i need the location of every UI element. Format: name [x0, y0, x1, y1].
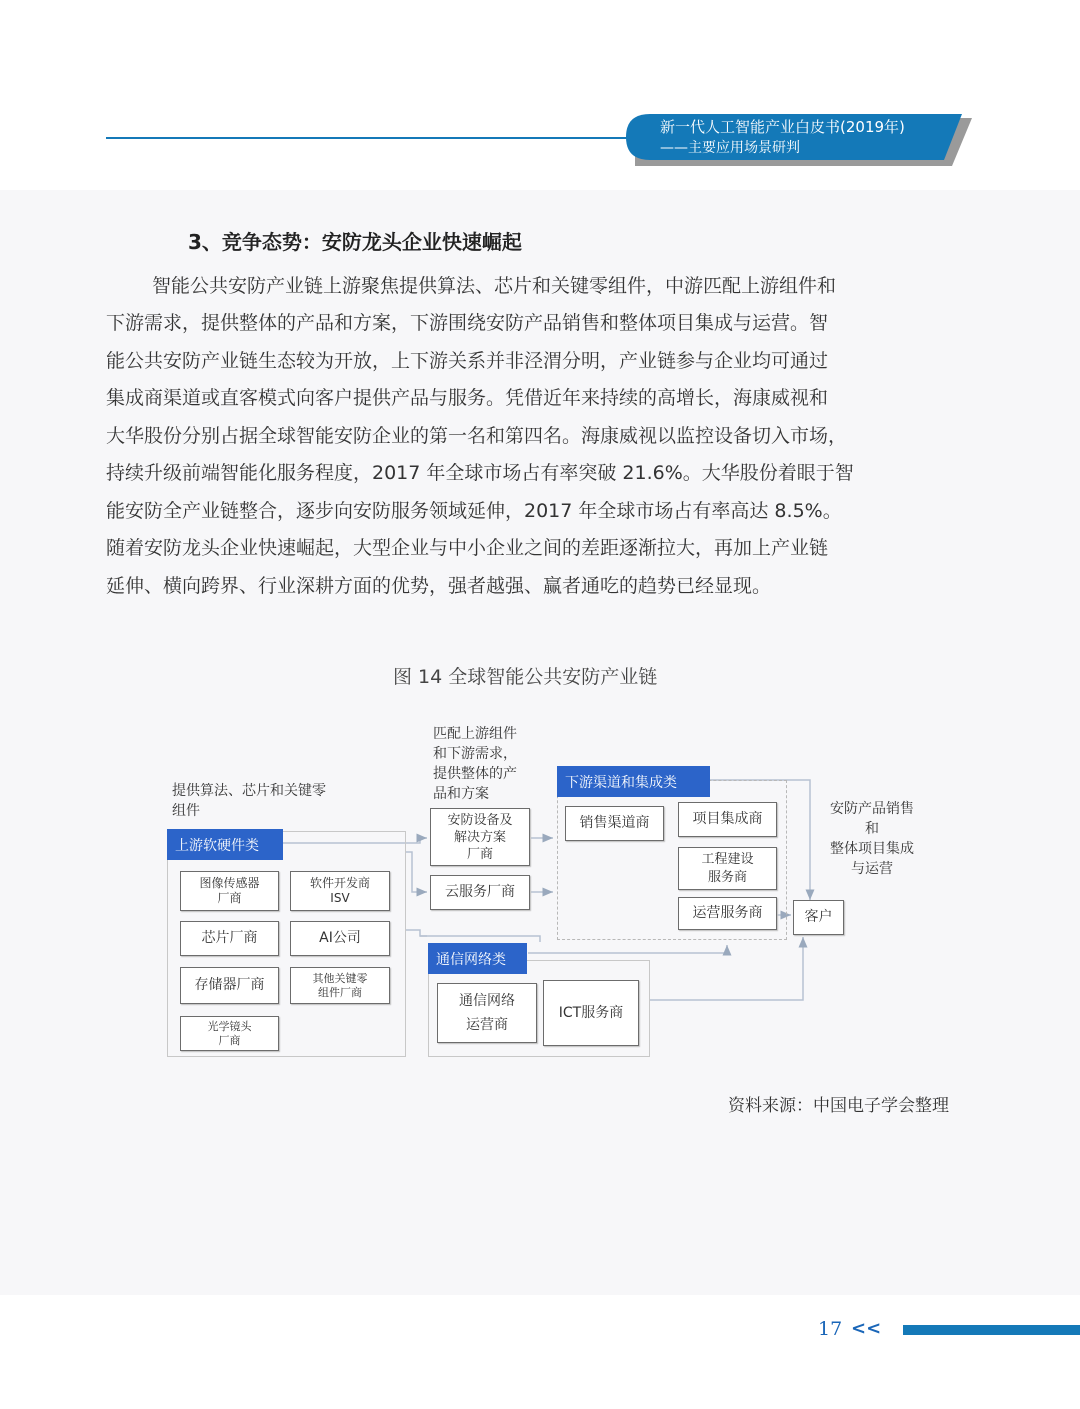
midstream-note-line: 和下游需求， [433, 746, 517, 762]
paragraph-line: 随着安防龙头企业快速崛起，大型企业与中小企业之间的差距逐渐拉大，再加上产业链 [106, 537, 829, 559]
paragraph-line: 能安防全产业链整合，逐步向安防服务领域延伸，2017 年全球市场占有率高达 8.5%。 [106, 500, 842, 522]
security-equipment-box [430, 808, 530, 866]
box-line: 图像传感器 [199, 876, 260, 890]
cloud-service-box: 云服务厂商 [430, 875, 530, 910]
double-chevron-left-icon: << [851, 1318, 882, 1339]
upstream-note-line: 组件 [172, 803, 200, 819]
downstream-note-line: 整体项目集成 [830, 841, 914, 857]
box-line: 工程建设 [701, 851, 754, 867]
ai-company-box: AI公司 [290, 921, 390, 956]
section-heading: 3、竞争态势：安防龙头企业快速崛起 [188, 230, 522, 254]
box-line: ISV [330, 891, 350, 905]
header-subtitle: ——主要应用场景研判 [660, 140, 800, 156]
sales-channel-box: 销售渠道商 [565, 806, 664, 841]
midstream-note-line: 品和方案 [433, 786, 489, 802]
storage-box: 存储器厂商 [180, 967, 279, 1004]
box-line: 通信网络 [459, 993, 515, 1009]
box-line: 运营商 [466, 1017, 508, 1033]
project-integrator-box: 项目集成商 [678, 802, 777, 837]
paragraph-line: 延伸、横向跨界、行业深耕方面的优势，强者越强、赢者通吃的趋势已经显现。 [106, 575, 772, 597]
downstream-note-line: 与运营 [851, 861, 893, 877]
footer-bar [903, 1325, 1080, 1335]
paragraph-line: 大华股份分别占据全球智能安防企业的第一名和第四名。海康威视以监控设备切入市场， [106, 425, 848, 447]
downstream-note [820, 799, 924, 879]
box-line: 厂商 [466, 846, 493, 862]
ict-service-box: ICT服务商 [543, 980, 639, 1046]
midstream-note-line: 匹配上游组件 [433, 726, 517, 742]
other-parts-box [290, 967, 390, 1004]
box-line: 安防设备及 [447, 812, 513, 828]
paragraph-line: 能公共安防产业链生态较为开放，上下游关系并非泾渭分明，产业链参与企业均可通过 [106, 350, 829, 372]
box-line: 软件开发商 [309, 876, 370, 890]
upstream-category-label: 上游软硬件类 [167, 829, 283, 860]
page-number: 17 [818, 1318, 843, 1340]
box-line: 组件厂商 [318, 985, 362, 999]
paragraph-line: 下游需求，提供整体的产品和方案，下游围绕安防产品销售和整体项目集成与运营。智 [106, 312, 829, 334]
box-line: 其他关键零 [312, 971, 368, 985]
optical-lens-box [180, 1016, 279, 1051]
downstream-note-line: 和 [865, 821, 879, 837]
construction-service-box [678, 847, 777, 890]
source-note: 资料来源：中国电子学会整理 [728, 1096, 949, 1116]
midstream-note-line: 提供整体的产 [433, 766, 517, 782]
paragraph-line: 持续升级前端智能化服务程度，2017 年全球市场占有率突破 21.6%。大华股份着眼于智 [106, 462, 854, 484]
figure-caption: 图 14 全球智能公共安防产业链 [393, 666, 658, 688]
paragraph-line: 智能公共安防产业链上游聚焦提供算法、芯片和关键零组件，中游匹配上游组件和 [152, 275, 837, 297]
midstream-note [433, 724, 517, 804]
header-title: 新一代人工智能产业白皮书(2019年) [660, 118, 905, 136]
chip-box: 芯片厂商 [180, 921, 279, 956]
image-sensor-box [180, 871, 279, 911]
upstream-note [172, 781, 326, 821]
network-operator-box [437, 983, 537, 1043]
downstream-note-line: 安防产品销售 [830, 801, 914, 817]
box-line: 解决方案 [453, 829, 506, 845]
box-line: 服务商 [707, 869, 747, 885]
software-dev-box [290, 871, 390, 911]
box-line: 厂商 [218, 1033, 241, 1047]
operation-service-box: 运营服务商 [678, 897, 777, 930]
downstream-category-label: 下游渠道和集成类 [557, 766, 710, 797]
paragraph-line: 集成商渠道或直客模式向客户提供产品与服务。凭借近年来持续的高增长，海康威视和 [106, 387, 829, 409]
upstream-note-line: 提供算法、芯片和关键零 [172, 783, 326, 799]
customer-box: 客户 [793, 900, 844, 935]
box-line: 厂商 [217, 891, 242, 905]
box-line: 光学镜头 [207, 1019, 252, 1033]
network-category-label: 通信网络类 [428, 943, 527, 974]
